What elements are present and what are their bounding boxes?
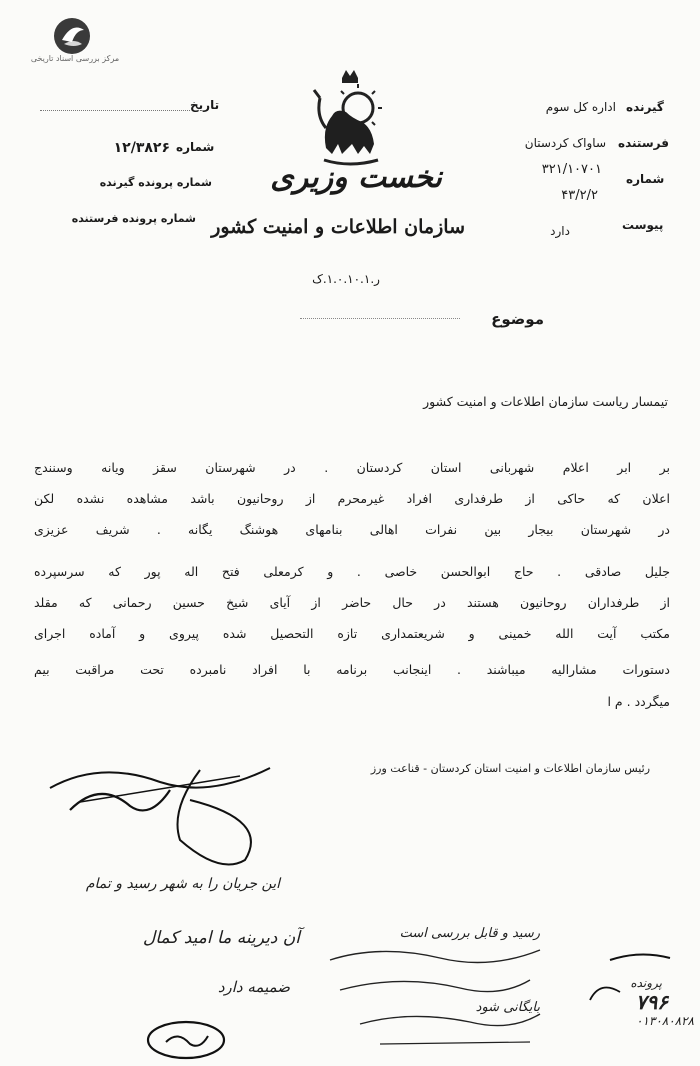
attachment-value: دارد [550, 224, 570, 238]
body-last-line: میگردد . م ا [607, 694, 670, 709]
subject-line [300, 318, 460, 319]
archive-logo-icon [52, 16, 92, 56]
handwritten-number: ۷۹۶ [635, 990, 668, 1014]
document-code: ر.۱.۰.۱۰.۱.ک [312, 272, 380, 286]
organization-title: سازمان اطلاعات و امنیت کشور [211, 216, 465, 238]
handwritten-word: پرونده [630, 976, 662, 990]
handwritten-scribble-icon [320, 940, 550, 1050]
body-line: بر ابر اعلام شهربانی استان کردستان . در شهرستان سقز ویانه وسنندج [34, 460, 670, 475]
handwritten-mark-icon [570, 950, 696, 1020]
salutation: تیمسار ریاست سازمان اطلاعات و امنیت کشور [423, 394, 668, 409]
body-line: در شهرستان بیجار بین نفرات اهالی بنامهای هوشنگ یگانه . شریف عزیزی [34, 522, 670, 537]
office-title: نخست وزیری [270, 160, 442, 195]
circled-mark-icon [144, 1016, 228, 1064]
handwritten-note1-line1: این جریان را به شهر رسید و تمام [85, 876, 280, 892]
date-label-left: تاریخ [190, 98, 220, 112]
body-line: جلیل صادقی . حاج ابوالحسن خاصی . و کرمعلی فتح اله پور که سرسپرده [34, 564, 670, 579]
recipient-file-label: شماره پرونده گیرنده [99, 176, 212, 189]
to-label: گیرنده [626, 100, 664, 114]
subject-label: موضوع [491, 310, 544, 328]
signature-title: رئیس سازمان اطلاعات و امنیت استان کردستان - قناعت ورز [370, 762, 650, 775]
from-value: ساواک کردستان [524, 136, 606, 150]
handwritten-reference: ۰۱۳۰۸۰۸۲۸ [635, 1014, 694, 1028]
from-label: فرستنده [618, 136, 669, 150]
lion-and-sun-emblem-icon [312, 68, 388, 172]
sender-file-label: شماره پرونده فرستنده [71, 212, 196, 225]
body-line: دستورات مشارالیه میباشند . اینجانب برنامه با افراد نامبرده تحت مراقبت بیم [34, 662, 670, 677]
number-label-right: شماره [626, 172, 665, 186]
archive-watermark-text: مرکز بررسی اسناد تاریخی [30, 54, 120, 63]
body-line: از طرفداران روحانیون هستند در حال حاضر از آیای شیخ حسین رحمانی که مقلد [34, 595, 670, 610]
number-label-left: شماره [176, 140, 215, 154]
date-line [40, 110, 190, 111]
number-value-right: ۳۲۱/۱۰۷۰۱ [541, 162, 602, 177]
handwritten-note2-line1: رسید و قابل بررسی است [399, 926, 540, 941]
handwritten-note1-line2: آن دیرینه ما امید کمال [142, 928, 300, 948]
body-line: اعلان که حاکی از طرفداری افراد غیرمحرم از روحانیون باشد مشاهده نشده لکن [34, 491, 670, 506]
handwritten-note1-line3: ضمیمه دارد [217, 978, 290, 996]
number-value-left: ۱۲/۳۸۲۶ [113, 140, 170, 156]
signature-scribble-icon [40, 740, 280, 870]
to-value: اداره کل سوم [545, 100, 616, 114]
date-value-right: ۴۳/۲/۲ [561, 188, 598, 203]
body-line: مکتب آیت الله خمینی و شریعتمداری تازه التحصیل شده پیروی و آماده اجرای [34, 626, 670, 641]
handwritten-note2-line2: بایگانی شود [475, 1000, 540, 1015]
attachment-label: پیوست [622, 218, 664, 232]
